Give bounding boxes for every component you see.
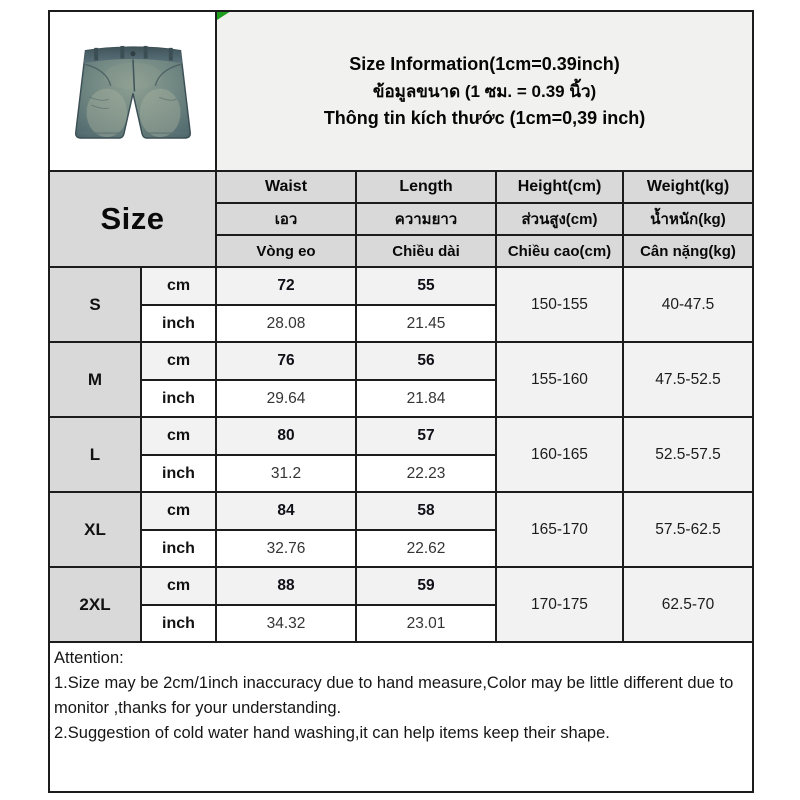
unit-cm-label: cm [141,492,216,530]
length-cm-value: 55 [356,267,496,305]
waist-cm-value: 72 [216,267,356,305]
waist-cm-value: 80 [216,417,356,455]
product-image-cell [49,11,216,171]
attention-title: Attention: [54,649,124,667]
col-header-length-vi: Chiều dài [356,235,496,267]
height-range-value: 160-165 [496,417,623,492]
height-range-value: 155-160 [496,342,623,417]
weight-range-value: 52.5-57.5 [623,417,753,492]
height-range-value: 165-170 [496,492,623,567]
unit-inch-label: inch [141,530,216,567]
size-table [48,10,754,793]
size-chart-sheet [48,10,752,793]
length-inch-value: 22.62 [356,530,496,567]
col-header-length-th: ความยาว [356,203,496,235]
col-header-waist-en: Waist [216,171,356,203]
title-english: Size Information(1cm=0.39inch) [349,53,620,74]
size-label-m: M [49,342,141,417]
size-label-xl: XL [49,492,141,567]
size-column-header: Size [49,171,216,267]
waist-cm-value: 76 [216,342,356,380]
unit-inch-label: inch [141,305,216,342]
attention-note-2: 2.Suggestion of cold water hand washing,it can help items keep their shape. [54,724,610,742]
col-header-waist-vi: Vòng eo [216,235,356,267]
cell-flag-triangle-icon [217,11,231,20]
length-inch-value: 22.23 [356,455,496,492]
unit-cm-label: cm [141,567,216,605]
col-header-weight-en: Weight(kg) [623,171,753,203]
unit-cm-label: cm [141,342,216,380]
table-row [49,567,753,605]
unit-cm-label: cm [141,267,216,305]
weight-range-value: 47.5-52.5 [623,342,753,417]
table-row [49,342,753,380]
unit-inch-label: inch [141,380,216,417]
size-label-l: L [49,417,141,492]
weight-range-value: 40-47.5 [623,267,753,342]
attention-notes-cell [49,642,753,792]
size-info-title-cell [216,11,753,171]
waist-cm-value: 84 [216,492,356,530]
col-header-height-vi: Chiều cao(cm) [496,235,623,267]
title-thai: ข้อมูลขนาด (1 ซม. = 0.39 นิ้ว) [372,81,597,101]
attention-note-1: 1.Size may be 2cm/1inch inaccuracy due to hand measure,Color may be little different due to monitor ,thanks for your understanding. [54,674,738,717]
col-header-height-en: Height(cm) [496,171,623,203]
height-range-value: 170-175 [496,567,623,642]
col-header-waist-th: เอว [216,203,356,235]
length-cm-value: 56 [356,342,496,380]
length-inch-value: 21.45 [356,305,496,342]
height-range-value: 150-155 [496,267,623,342]
length-inch-value: 23.01 [356,605,496,642]
length-inch-value: 21.84 [356,380,496,417]
waist-inch-value: 32.76 [216,530,356,567]
denim-shorts-image [50,12,215,170]
length-cm-value: 59 [356,567,496,605]
weight-range-value: 57.5-62.5 [623,492,753,567]
unit-inch-label: inch [141,605,216,642]
waist-inch-value: 29.64 [216,380,356,417]
col-header-length-en: Length [356,171,496,203]
size-label-2xl: 2XL [49,567,141,642]
title-vietnamese: Thông tin kích thước (1cm=0,39 inch) [323,107,646,128]
table-row [49,492,753,530]
table-row [49,267,753,305]
unit-inch-label: inch [141,455,216,492]
waist-inch-value: 28.08 [216,305,356,342]
length-cm-value: 58 [356,492,496,530]
waist-inch-value: 31.2 [216,455,356,492]
col-header-weight-th: น้ำหนัก(kg) [623,203,753,235]
length-cm-value: 57 [356,417,496,455]
size-label-s: S [49,267,141,342]
col-header-weight-vi: Cân nặng(kg) [623,235,753,267]
col-header-height-th: ส่วนสูง(cm) [496,203,623,235]
waist-cm-value: 88 [216,567,356,605]
unit-cm-label: cm [141,417,216,455]
table-row [49,417,753,455]
weight-range-value: 62.5-70 [623,567,753,642]
waist-inch-value: 34.32 [216,605,356,642]
